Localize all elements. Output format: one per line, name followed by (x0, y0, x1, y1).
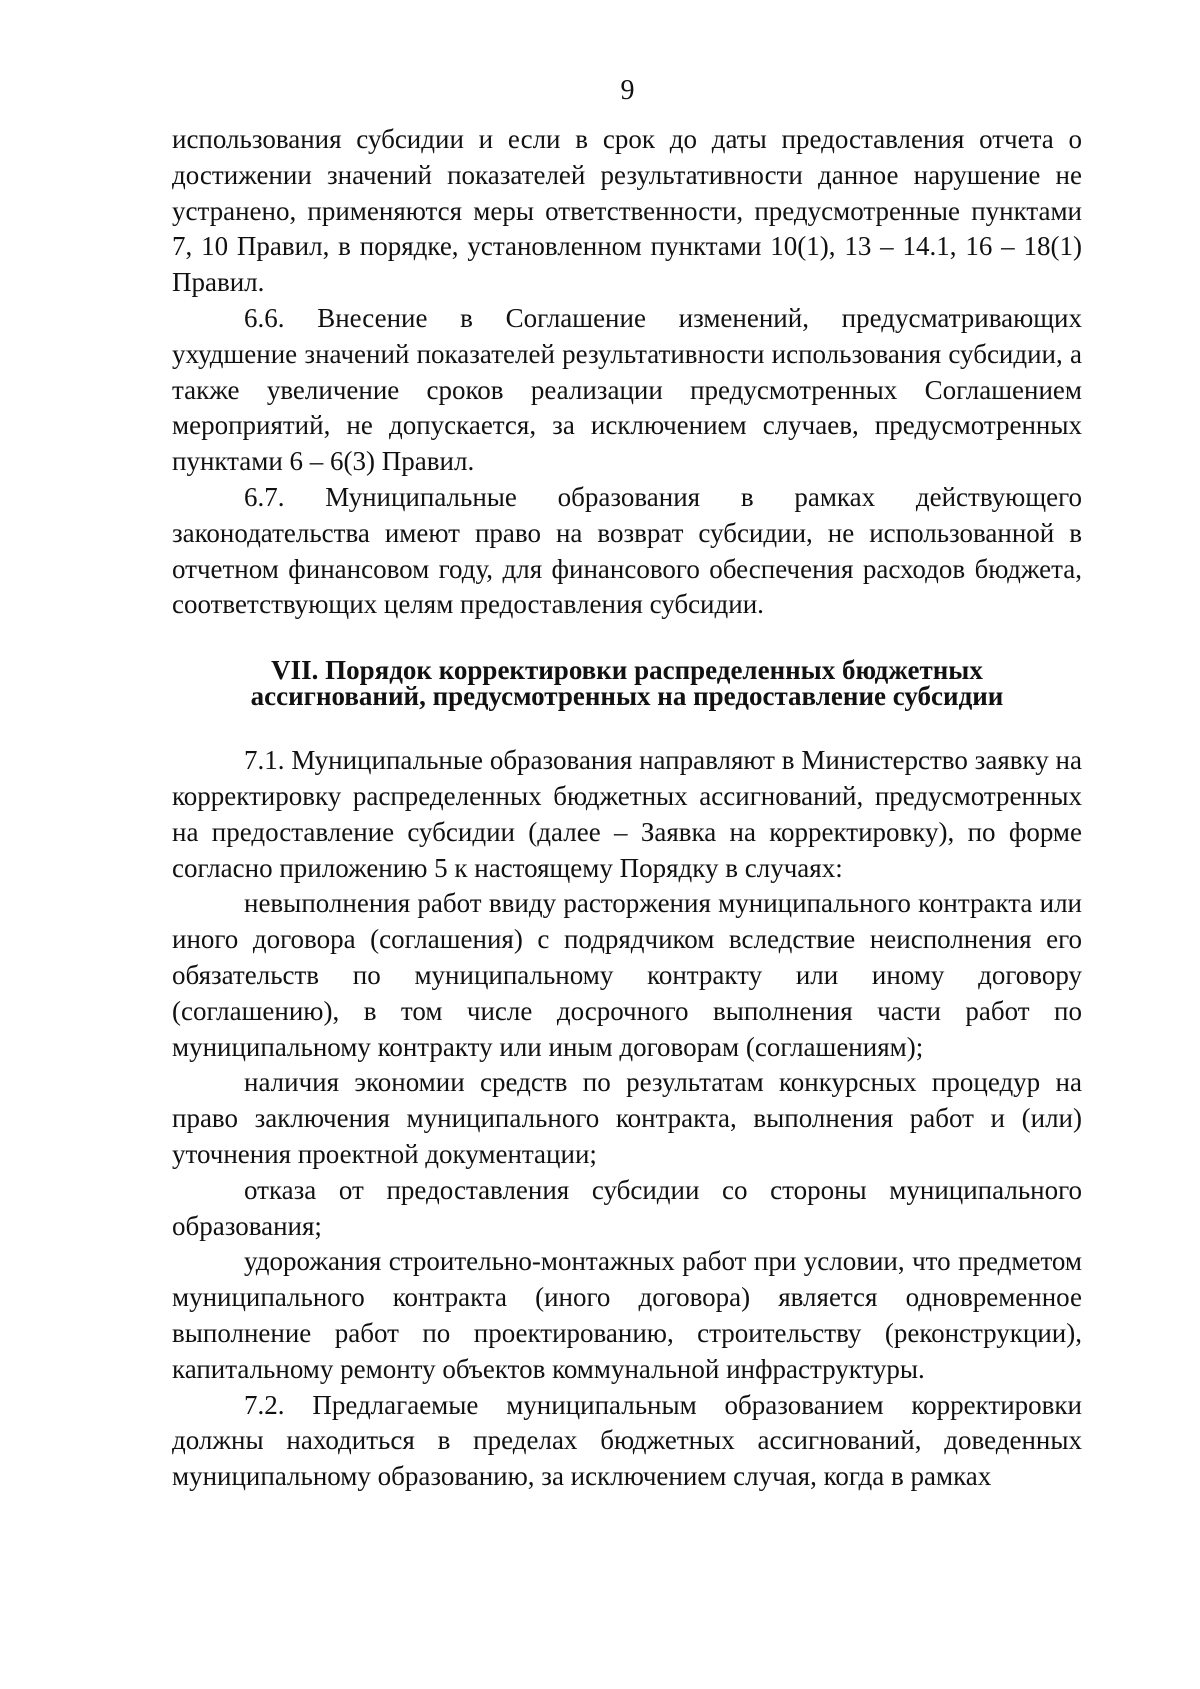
paragraph-case-contract-termination: невыполнения работ ввиду расторжения муниципального контракта или иного договора (соглашения) с подрядчиком вследствие неисполнения его обязательств по муниципальному контракту или иному договору (соглашению), в том числе досрочного выполнения части работ по муниципальному контракту или иным договорам (соглашениям); (172, 888, 1082, 1062)
paragraph-6-6: 6.6. Внесение в Соглашение изменений, предусматривающих ухудшение значений показателей результативности использования субсидии, а также увеличение сроков реализации предусмотренных Соглашением мероприятий, не допускается, за исключением случаев, предусмотренных пунктами 6 – 6(3) Правил. (172, 302, 1082, 477)
paragraph-case-refusal: отказа от предоставления субсидии со стороны муниципального образования; (172, 1174, 1082, 1241)
paragraph-7-2: 7.2. Предлагаемые муниципальным образованием корректировки должны находиться в пределах бюджетных ассигнований, доведенных муниципальному образованию, за исключением случая, когда в рамках (172, 1389, 1082, 1492)
section-heading-line-2: ассигнований, предусмотренных на предоставление субсидии (250, 681, 1004, 712)
paragraph-case-cost-increase: удорожания строительно-монтажных работ при условии, что предметом муниципального контракта (иного договора) является одновременное выполнение работ по проектированию, строительству (реконструкции), капитальному ремонту объектов коммунальной инфраструктуры. (172, 1246, 1082, 1384)
paragraph-continuation: использования субсидии и если в срок до даты предоставления отчета о достижении значений показателей результативности данное нарушение не устранено, применяются меры ответственности, предусмотренные пунктами 7, 10 Правил, в порядке, установленном пунктами 10(1), 13 – 14.1, 16 – 18(1) Правил. (172, 124, 1082, 298)
section-heading-line-1: VII. Порядок корректировки распределенных бюджетных (271, 655, 983, 686)
paragraph-case-savings: наличия экономии средств по результатам конкурсных процедур на право заключения муниципального контракта, выполнения работ и (или) уточнения проектной документации; (172, 1067, 1082, 1169)
paragraph-6-7: 6.7. Муниципальные образования в рамках действующего законодательства имеют право на возврат субсидии, не использованной в отчетном финансовом году, для финансового обеспечения расходов бюджета, соответствующих целям предоставления субсидии. (172, 481, 1082, 620)
document-body (172, 122, 1082, 1495)
page-number: 9 (620, 75, 635, 106)
paragraph-7-1: 7.1. Муниципальные образования направляют в Министерство заявку на корректировку распределенных бюджетных ассигнований, предусмотренных на предоставление субсидии (далее – Заявка на корректировку), по форме согласно приложению 5 к настоящему Порядку в случаях: (172, 745, 1082, 883)
section-heading (172, 655, 1082, 712)
